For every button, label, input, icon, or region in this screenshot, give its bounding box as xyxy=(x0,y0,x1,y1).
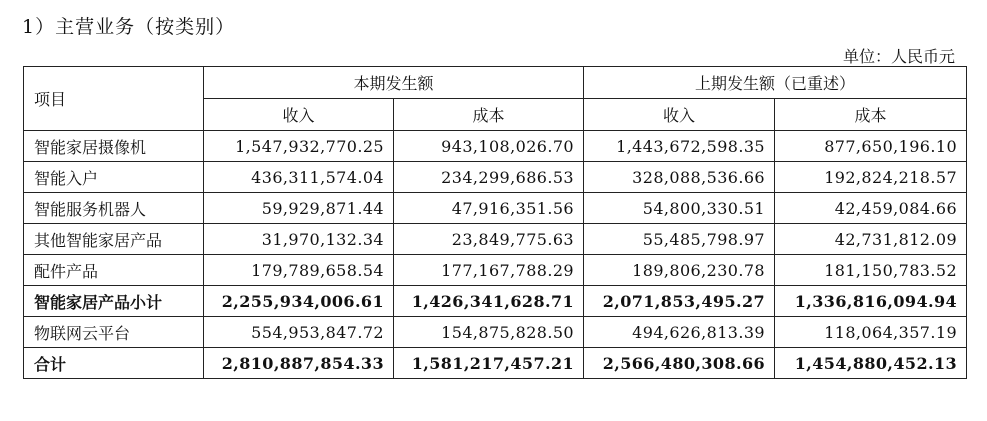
prior-cost-cell: 181,150,783.52 xyxy=(775,255,967,286)
prior-cost-cell: 118,064,357.19 xyxy=(775,317,967,348)
current-revenue-cell: 436,311,574.04 xyxy=(204,162,394,193)
row-label: 物联网云平台 xyxy=(24,317,204,348)
prior-revenue-cell: 189,806,230.78 xyxy=(584,255,775,286)
current-cost-cell: 47,916,351.56 xyxy=(394,193,584,224)
prior-revenue-cell: 2,566,480,308.66 xyxy=(584,348,775,379)
prior-revenue-cell: 2,071,853,495.27 xyxy=(584,286,775,317)
row-label: 智能服务机器人 xyxy=(24,193,204,224)
prior-cost-cell: 1,454,880,452.13 xyxy=(775,348,967,379)
current-revenue-cell: 2,255,934,006.61 xyxy=(204,286,394,317)
row-label: 智能家居摄像机 xyxy=(24,131,204,162)
prior-period-header: 上期发生额（已重述） xyxy=(584,67,967,99)
current-revenue-cell: 31,970,132.34 xyxy=(204,224,394,255)
row-label: 配件产品 xyxy=(24,255,204,286)
current-revenue-cell: 554,953,847.72 xyxy=(204,317,394,348)
prior-revenue-header: 收入 xyxy=(584,99,775,131)
current-cost-cell: 154,875,828.50 xyxy=(394,317,584,348)
prior-revenue-cell: 494,626,813.39 xyxy=(584,317,775,348)
section-heading: 1）主营业务（按类别） xyxy=(22,16,236,38)
subtotal-row xyxy=(24,286,967,317)
current-cost-header: 成本 xyxy=(394,99,584,131)
prior-revenue-cell: 1,443,672,598.35 xyxy=(584,131,775,162)
row-label: 合计 xyxy=(24,348,204,379)
table-row xyxy=(24,193,967,224)
prior-revenue-cell: 55,485,798.97 xyxy=(584,224,775,255)
current-revenue-cell: 2,810,887,854.33 xyxy=(204,348,394,379)
prior-revenue-cell: 328,088,536.66 xyxy=(584,162,775,193)
current-period-header: 本期发生额 xyxy=(204,67,584,99)
row-label: 智能家居产品小计 xyxy=(24,286,204,317)
current-revenue-cell: 179,789,658.54 xyxy=(204,255,394,286)
prior-cost-cell: 42,731,812.09 xyxy=(775,224,967,255)
row-label: 其他智能家居产品 xyxy=(24,224,204,255)
table-row xyxy=(24,317,967,348)
table-header-row xyxy=(24,67,967,99)
current-revenue-cell: 59,929,871.44 xyxy=(204,193,394,224)
prior-cost-cell: 192,824,218.57 xyxy=(775,162,967,193)
table-row xyxy=(24,255,967,286)
item-column-header: 项目 xyxy=(24,67,204,131)
total-row xyxy=(24,348,967,379)
current-cost-cell: 1,581,217,457.21 xyxy=(394,348,584,379)
prior-cost-cell: 42,459,084.66 xyxy=(775,193,967,224)
current-cost-cell: 234,299,686.53 xyxy=(394,162,584,193)
table-row xyxy=(24,131,967,162)
prior-cost-cell: 1,336,816,094.94 xyxy=(775,286,967,317)
prior-revenue-cell: 54,800,330.51 xyxy=(584,193,775,224)
table-row xyxy=(24,224,967,255)
row-label: 智能入户 xyxy=(24,162,204,193)
table-row xyxy=(24,162,967,193)
current-revenue-header: 收入 xyxy=(204,99,394,131)
current-cost-cell: 177,167,788.29 xyxy=(394,255,584,286)
current-cost-cell: 943,108,026.70 xyxy=(394,131,584,162)
main-business-table xyxy=(23,66,967,379)
prior-cost-cell: 877,650,196.10 xyxy=(775,131,967,162)
prior-cost-header: 成本 xyxy=(775,99,967,131)
current-cost-cell: 23,849,775.63 xyxy=(394,224,584,255)
current-cost-cell: 1,426,341,628.71 xyxy=(394,286,584,317)
currency-unit-label: 单位：人民币元 xyxy=(842,47,955,66)
current-revenue-cell: 1,547,932,770.25 xyxy=(204,131,394,162)
